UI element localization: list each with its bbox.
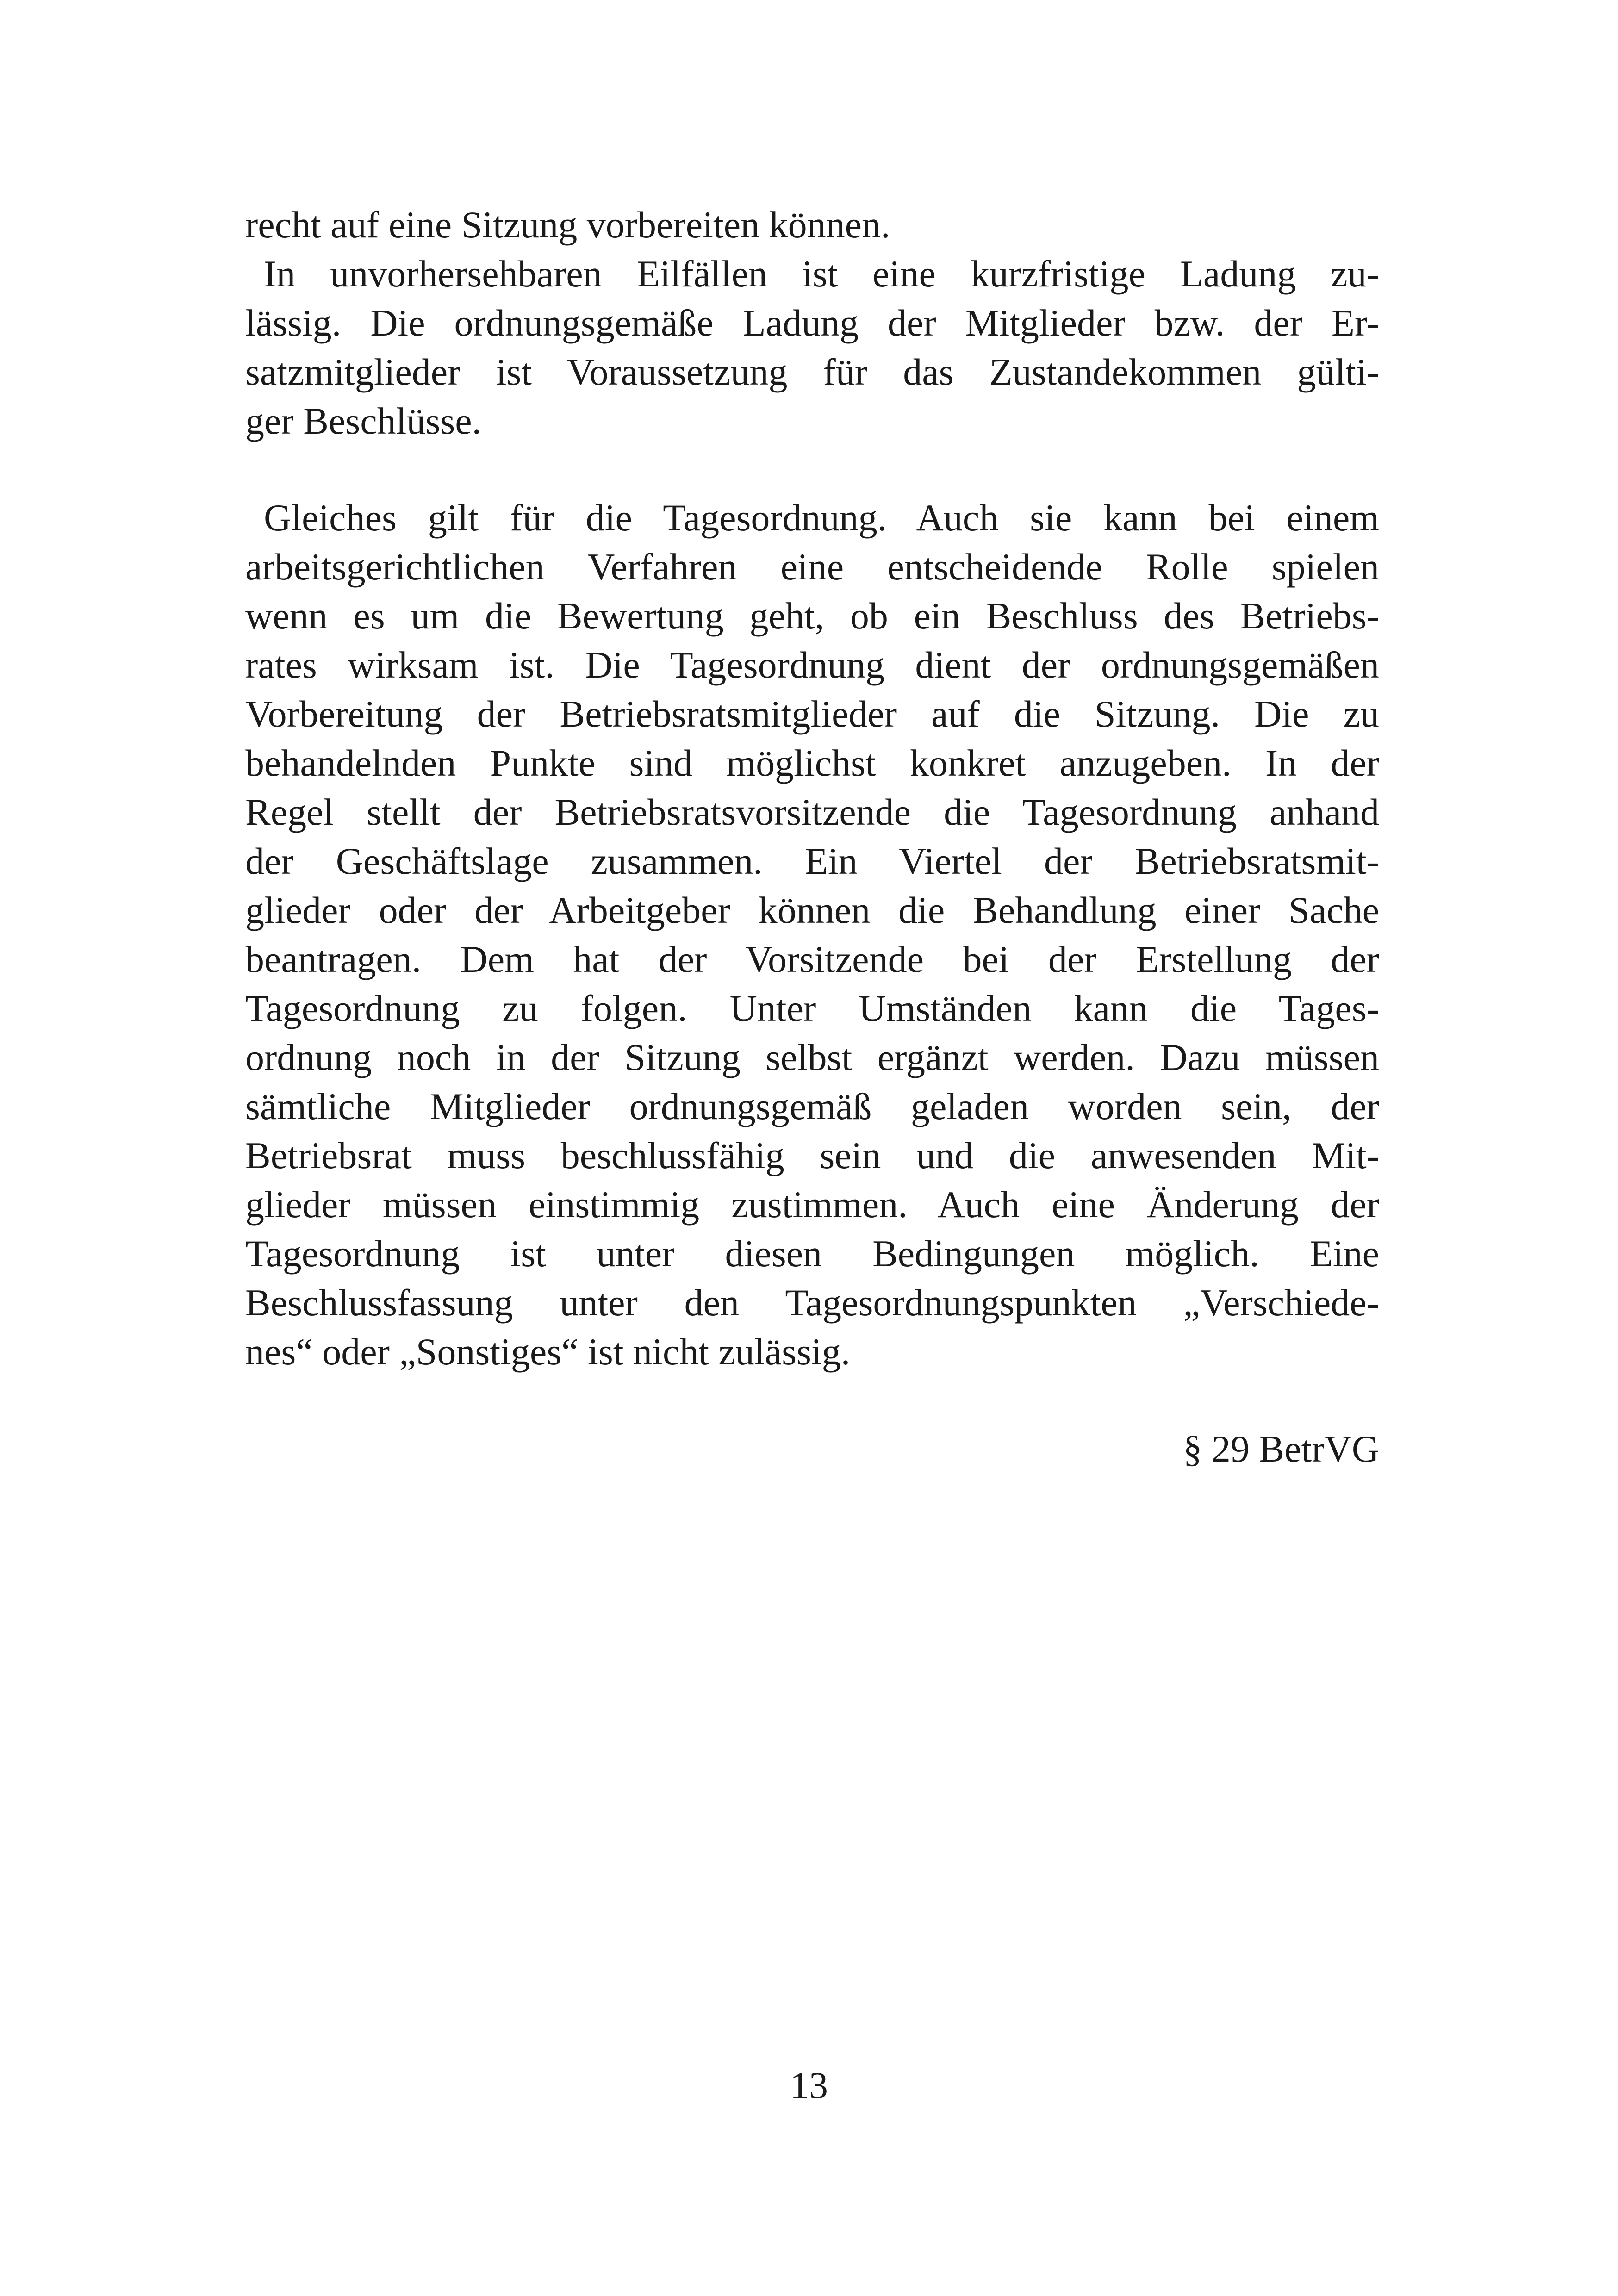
text-line: Vorbereitung der Betriebsratsmitglieder auf die Sitzung. Die zu: [245, 693, 1379, 735]
text-line: arbeitsgerichtlichen Verfahren eine entscheidende Rolle spielen: [245, 546, 1379, 588]
text-line: Gleiches gilt für die Tagesordnung. Auch sie kann bei einem: [264, 497, 1379, 539]
text-line: In unvorhersehbaren Eilfällen ist eine kurzfristige Ladung zu-: [264, 253, 1379, 295]
text-line: Tagesordnung zu folgen. Unter Umständen kann die Tages-: [245, 987, 1379, 1029]
text-line: beantragen. Dem hat der Vorsitzende bei der Erstellung der: [245, 938, 1379, 980]
page-number: 13: [790, 2064, 828, 2106]
text-line: rates wirksam ist. Die Tagesordnung dient der ordnungsgemäßen: [245, 644, 1379, 686]
text-line: nes“ oder „Sonstiges“ ist nicht zulässig.: [245, 1331, 851, 1373]
text-line: recht auf eine Sitzung vorbereiten können.: [245, 204, 890, 246]
text-line: ordnung noch in der Sitzung selbst ergänzt werden. Dazu müssen: [245, 1036, 1379, 1078]
text-line: Regel stellt der Betriebsratsvorsitzende die Tagesordnung anhand: [245, 791, 1379, 833]
paragraph-continuation: [245, 200, 1379, 249]
text-line: glieder oder der Arbeitgeber können die Behandlung einer Sache: [245, 889, 1379, 931]
text-line: ger Beschlüsse.: [245, 400, 482, 442]
paragraph-tagesordnung: [245, 493, 1379, 1376]
text-line: glieder müssen einstimmig zustimmen. Auch eine Änderung der: [245, 1183, 1379, 1226]
text-line: wenn es um die Bewertung geht, ob ein Beschluss des Betriebs-: [245, 595, 1379, 637]
text-line: lässig. Die ordnungsgemäße Ladung der Mitglieder bzw. der Er-: [245, 302, 1379, 344]
text-line: behandelnden Punkte sind möglichst konkret anzugeben. In der: [245, 742, 1379, 784]
paragraph-eilfaelle: [245, 249, 1379, 446]
text-line: Beschlussfassung unter den Tagesordnungspunkten „Verschiede-: [245, 1282, 1379, 1324]
text-line: sämtliche Mitglieder ordnungsgemäß geladen worden sein, der: [245, 1085, 1379, 1127]
legal-citation: § 29 BetrVG: [1183, 1428, 1379, 1470]
text-block-top: [245, 200, 1379, 446]
text-line: Tagesordnung ist unter diesen Bedingungen möglich. Eine: [245, 1232, 1379, 1275]
text-line: der Geschäftslage zusammen. Ein Viertel der Betriebsratsmit-: [245, 840, 1379, 882]
text-line: satzmitglieder ist Voraussetzung für das Zustandekommen gülti-: [245, 351, 1379, 393]
text-line: Betriebsrat muss beschlussfähig sein und die anwesenden Mit-: [245, 1134, 1379, 1176]
text-block-tagesordnung: [245, 493, 1379, 1376]
